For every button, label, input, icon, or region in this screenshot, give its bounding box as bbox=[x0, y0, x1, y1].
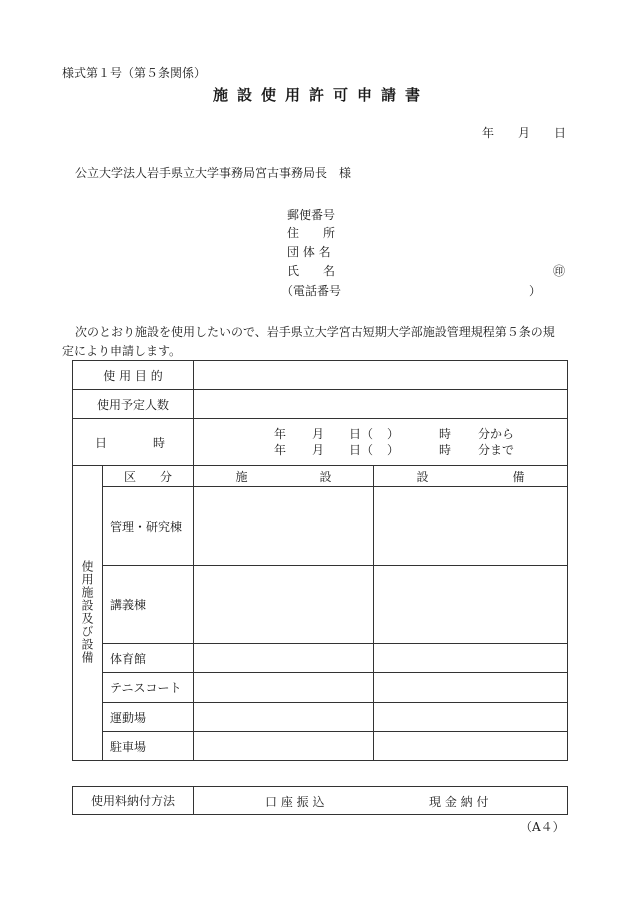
datetime-to-line bbox=[194, 442, 567, 458]
document-title: 施設使用許可申請書 bbox=[213, 86, 430, 104]
column-header-equipment: 設 備 bbox=[374, 466, 568, 487]
purpose-label: 使 用 目 的 bbox=[73, 361, 194, 390]
from-day: 日（ bbox=[349, 427, 374, 441]
from-paren: ） bbox=[387, 427, 400, 441]
to-year: 年 bbox=[274, 443, 287, 457]
addressee: 公立大学法人岩手県立大学事務局宮古事務局長 様 bbox=[75, 166, 352, 180]
phone-close-paren: ） bbox=[529, 284, 542, 298]
form-number: 様式第１号（第５条関係） bbox=[62, 66, 207, 80]
from-year: 年 bbox=[274, 427, 287, 441]
row-category: テニスコート bbox=[103, 673, 194, 703]
row-equipment-field[interactable] bbox=[374, 644, 568, 673]
from-hour: 時 bbox=[439, 427, 452, 441]
table-row bbox=[73, 732, 568, 761]
row-equipment-field[interactable] bbox=[374, 703, 568, 732]
date-line: 年 月 日 bbox=[482, 126, 567, 140]
row-facility-field[interactable] bbox=[194, 703, 374, 732]
address-label: 住 所 bbox=[287, 226, 336, 240]
payment-option-cash[interactable]: 現 金 納 付 bbox=[429, 794, 489, 809]
table-row bbox=[73, 644, 568, 673]
from-month: 月 bbox=[312, 427, 325, 441]
postal-code-label: 郵便番号 bbox=[287, 208, 336, 222]
row-category: 管理・研究棟 bbox=[103, 487, 194, 566]
group-name-label: 団 体 名 bbox=[287, 245, 331, 259]
row-facility-field[interactable] bbox=[194, 566, 374, 644]
intro-line-1: 次のとおり施設を使用したいので、岩手県立大学宮古短期大学部施設管理規程第５条の規 bbox=[75, 325, 555, 339]
row-category: 駐車場 bbox=[103, 732, 194, 761]
people-count-field[interactable] bbox=[194, 390, 568, 419]
row-facility-field[interactable] bbox=[194, 644, 374, 673]
paper-size-note: （A４） bbox=[520, 820, 565, 834]
name-label: 氏 名 bbox=[287, 264, 336, 278]
row-equipment-field[interactable] bbox=[374, 673, 568, 703]
purpose-field[interactable] bbox=[194, 361, 568, 390]
to-month: 月 bbox=[312, 443, 325, 457]
row-category: 運動場 bbox=[103, 703, 194, 732]
payment-method-label: 使用料納付方法 bbox=[73, 787, 194, 815]
payment-options bbox=[194, 787, 568, 815]
row-equipment-field[interactable] bbox=[374, 487, 568, 566]
row-equipment-field[interactable] bbox=[374, 566, 568, 644]
row-category: 講義棟 bbox=[103, 566, 194, 644]
phone-label: （電話番号 bbox=[281, 284, 342, 298]
datetime-label bbox=[73, 419, 194, 466]
people-count-label: 使用予定人数 bbox=[73, 390, 194, 419]
seal-mark: ㊞ bbox=[553, 264, 566, 278]
row-facility-field[interactable] bbox=[194, 673, 374, 703]
column-header-facility: 施 設 bbox=[194, 466, 374, 487]
table-row bbox=[73, 566, 568, 644]
from-minute: 分から bbox=[478, 427, 515, 441]
facilities-group-label bbox=[73, 466, 103, 761]
datetime-label-time: 時 bbox=[153, 435, 166, 450]
payment-option-bank-transfer[interactable]: 口 座 振 込 bbox=[265, 794, 325, 809]
facility-application-table bbox=[72, 360, 568, 761]
to-minute: 分まで bbox=[478, 443, 515, 457]
table-row bbox=[73, 487, 568, 566]
row-facility-field[interactable] bbox=[194, 487, 374, 566]
datetime-from-line bbox=[194, 426, 567, 442]
to-hour: 時 bbox=[439, 443, 452, 457]
row-facility-field[interactable] bbox=[194, 732, 374, 761]
datetime-label-day: 日 bbox=[95, 435, 108, 450]
intro-line-2: 定により申請します。 bbox=[62, 344, 182, 358]
column-header-category: 区 分 bbox=[103, 466, 194, 487]
datetime-field[interactable] bbox=[194, 419, 568, 466]
facilities-group-text: 使用施設及び設備 bbox=[80, 559, 94, 664]
table-row bbox=[73, 673, 568, 703]
table-row bbox=[73, 703, 568, 732]
payment-method-table bbox=[72, 786, 568, 815]
to-paren: ） bbox=[387, 443, 400, 457]
row-equipment-field[interactable] bbox=[374, 732, 568, 761]
row-category: 体育館 bbox=[103, 644, 194, 673]
to-day: 日（ bbox=[349, 443, 374, 457]
